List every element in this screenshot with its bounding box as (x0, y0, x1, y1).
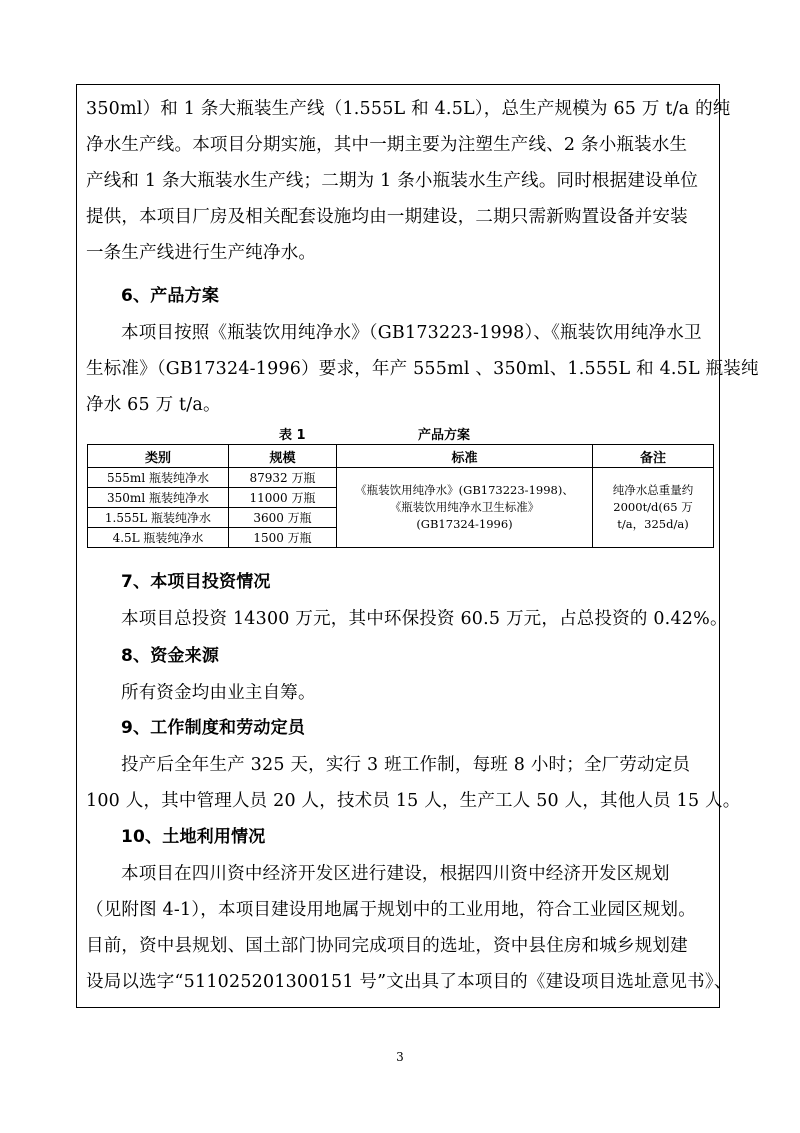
standard-line: 《瓶装饮用纯净水》(GB173223-1998)、 (355, 483, 574, 497)
cell-category: 350ml 瓶装纯净水 (88, 488, 229, 508)
column-header: 类别 (88, 445, 229, 468)
cell-category: 555ml 瓶装纯净水 (88, 468, 229, 488)
note-line: t/a，325d/a) (617, 517, 689, 531)
table-caption-number: 表 1 (279, 428, 306, 443)
paragraph-line: 所有资金均由业主自筹。 (121, 683, 316, 703)
section-7-heading: 7、本项目投资情况 (121, 572, 271, 592)
paragraph-line: 本项目按照《瓶装饮用纯净水》（GB173223-1998）、《瓶装饮用纯净水卫 (121, 323, 702, 343)
table-header-row (88, 445, 714, 468)
section-10-heading: 10、土地利用情况 (121, 827, 266, 847)
note-line: 2000t/d(65 万 (613, 500, 693, 514)
column-header: 备注 (593, 445, 714, 468)
section-9-heading: 9、工作制度和劳动定员 (121, 718, 306, 738)
standard-line: 《瓶装饮用纯净水卫生标准》 (389, 500, 540, 514)
section-8-heading: 8、资金来源 (121, 646, 220, 666)
paragraph-line: 100 人，其中管理人员 20 人，技术员 15 人，生产工人 50 人，其他人员 15 人。 (86, 791, 741, 811)
paragraph-line: 提供，本项目厂房及相关配套设施均由一期建设，二期只需新购置设备并安装 (86, 207, 688, 227)
paragraph-line: 本项目总投资 14300 万元，其中环保投资 60.5 万元，占总投资的 0.42%。 (121, 609, 728, 629)
table-row (88, 468, 714, 488)
paragraph-line: 设局以选字“511025201300151 号”文出具了本项目的《建设项目选址意见书》、 (86, 972, 732, 992)
paragraph-line: 净水生产线。本项目分期实施，其中一期主要为注塑生产线、2 条小瓶装水生 (86, 135, 688, 155)
cell-scale: 3600 万瓶 (229, 508, 337, 528)
table-caption-title: 产品方案 (418, 428, 471, 443)
paragraph-line: 本项目在四川资中经济开发区进行建设，根据四川资中经济开发区规划 (121, 864, 670, 884)
paragraph-line: 投产后全年生产 325 天，实行 3 班工作制，每班 8 小时；全厂劳动定员 (121, 755, 691, 775)
note-line: 纯净水总重量约 (612, 483, 694, 497)
cell-scale: 87932 万瓶 (229, 468, 337, 488)
cell-standard (337, 468, 593, 548)
cell-category: 4.5L 瓶装纯净水 (88, 528, 229, 548)
cell-note (593, 468, 714, 548)
paragraph-line: 产线和 1 条大瓶装水生产线；二期为 1 条小瓶装水生产线。同时根据建设单位 (86, 171, 699, 191)
column-header: 标准 (337, 445, 593, 468)
cell-scale: 11000 万瓶 (229, 488, 337, 508)
cell-scale: 1500 万瓶 (229, 528, 337, 548)
paragraph-line: 生标准》（GB17324-1996）要求，年产 555ml 、350ml、1.555L 和 4.5L 瓶装纯 (86, 359, 759, 379)
page-number: 3 (396, 1050, 404, 1064)
standard-line: (GB17324-1996) (416, 517, 513, 531)
product-table (87, 444, 714, 548)
paragraph-line: 一条生产线进行生产纯净水。 (86, 243, 317, 263)
column-header: 规模 (229, 445, 337, 468)
paragraph-line: （见附图 4-1），本项目建设用地属于规划中的工业用地，符合工业园区规划。 (86, 900, 696, 920)
cell-category: 1.555L 瓶装纯净水 (88, 508, 229, 528)
paragraph-line: 350ml）和 1 条大瓶装生产线（1.555L 和 4.5L），总生产规模为 65 万 t/a 的纯 (86, 99, 731, 119)
paragraph-line: 净水 65 万 t/a。 (86, 395, 221, 415)
paragraph-line: 目前，资中县规划、国土部门协同完成项目的选址，资中县住房和城乡规划建 (86, 936, 688, 956)
section-6-heading: 6、产品方案 (121, 286, 220, 306)
